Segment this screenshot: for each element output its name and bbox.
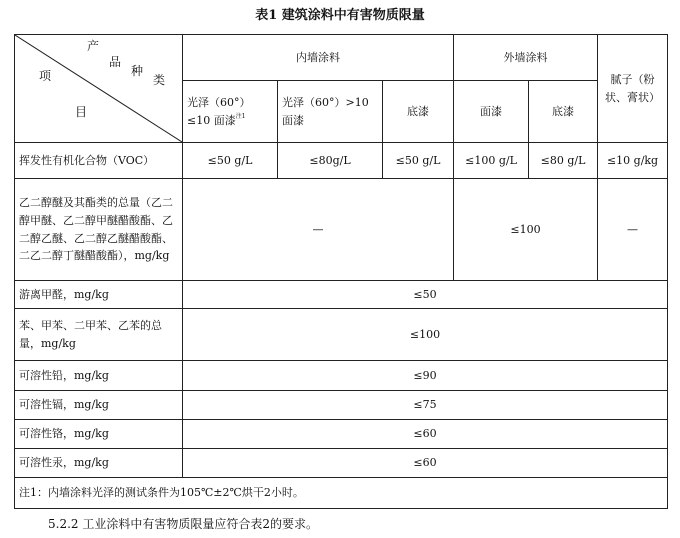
diagonal-header-cell bbox=[15, 35, 183, 143]
table-title: 建筑涂料中有害物质限量 bbox=[281, 8, 425, 23]
row-label-benzene-series: 苯、甲苯、二甲苯、乙苯的总量，mg/kg bbox=[15, 309, 183, 361]
table-note: 注1：内墙涂料光泽的测试条件为105℃±2℃烘干2小时。 bbox=[15, 478, 668, 509]
subheader-interior-primer: 底漆 bbox=[383, 81, 454, 143]
table-row bbox=[15, 179, 668, 281]
header-char-lei: 类 bbox=[153, 73, 166, 87]
group-exterior-paint: 外墙涂料 bbox=[454, 35, 598, 81]
cell-value: ≤60 bbox=[183, 449, 668, 478]
table-caption bbox=[0, 4, 680, 23]
subheader-gloss-gt-10: 光泽（60°）>10面漆 bbox=[278, 81, 383, 143]
cell-value: ≤60 bbox=[183, 420, 668, 449]
header-char-xiang: 项 bbox=[39, 69, 52, 83]
section-paragraph: 5.2.2 工业涂料中有害物质限量应符合表2的要求。 bbox=[48, 517, 318, 531]
row-label-soluble-cadmium: 可溶性镉，mg/kg bbox=[15, 391, 183, 420]
header-char-chan: 产 bbox=[87, 39, 100, 53]
subheader-exterior-primer: 底漆 bbox=[529, 81, 598, 143]
table-row bbox=[15, 309, 668, 361]
cell-value: ≤50 g/L bbox=[183, 143, 278, 179]
cell-value: ≤75 bbox=[183, 391, 668, 420]
header-char-zhong: 种 bbox=[131, 64, 144, 78]
row-label-formaldehyde: 游离甲醛，mg/kg bbox=[15, 281, 183, 309]
table-row bbox=[15, 391, 668, 420]
table-row bbox=[15, 420, 668, 449]
cell-value: ≤100 bbox=[183, 309, 668, 361]
cell-value-exterior: ≤100 bbox=[454, 179, 598, 281]
header-char-mu: 目 bbox=[75, 105, 88, 119]
row-label-glycol-ethers: 乙二醇醚及其酯类的总量（乙二醇甲醚、乙二醇甲醚醋酸酯、乙二醇乙醚、乙二醇乙醚醋酸酯、二乙二醇丁醚醋酸酯），mg/kg bbox=[15, 179, 183, 281]
table-number: 表1 bbox=[255, 8, 278, 23]
cell-value: ≤50 g/L bbox=[383, 143, 454, 179]
subheader-gloss-le-10: 光泽（60°）≤10 面漆$^{注1}$ bbox=[183, 81, 278, 143]
table-row bbox=[15, 449, 668, 478]
table-row bbox=[15, 281, 668, 309]
cell-value: ≤100 g/L bbox=[454, 143, 529, 179]
cell-value: ≤90 bbox=[183, 361, 668, 391]
row-label-voc: 挥发性有机化合物（VOC） bbox=[15, 143, 183, 179]
cell-value-putty: — bbox=[598, 179, 668, 281]
table-row bbox=[15, 361, 668, 391]
row-label-soluble-mercury: 可溶性汞，mg/kg bbox=[15, 449, 183, 478]
cell-value: ≤80 g/L bbox=[529, 143, 598, 179]
table-row bbox=[15, 478, 668, 509]
group-interior-paint: 内墙涂料 bbox=[183, 35, 454, 81]
cell-value: ≤10 g/kg bbox=[598, 143, 668, 179]
limits-table bbox=[14, 34, 668, 509]
group-putty: 腻子（粉状、膏状） bbox=[598, 35, 668, 143]
cell-value: ≤80g/L bbox=[278, 143, 383, 179]
cell-value-interior: — bbox=[183, 179, 454, 281]
footnote-ref: 注1 bbox=[235, 112, 246, 120]
row-label-soluble-chromium: 可溶性铬，mg/kg bbox=[15, 420, 183, 449]
table-row bbox=[15, 143, 668, 179]
subheader-exterior-topcoat: 面漆 bbox=[454, 81, 529, 143]
cell-value: ≤50 bbox=[183, 281, 668, 309]
row-label-soluble-lead: 可溶性铅，mg/kg bbox=[15, 361, 183, 391]
header-char-pin: 品 bbox=[109, 55, 122, 69]
